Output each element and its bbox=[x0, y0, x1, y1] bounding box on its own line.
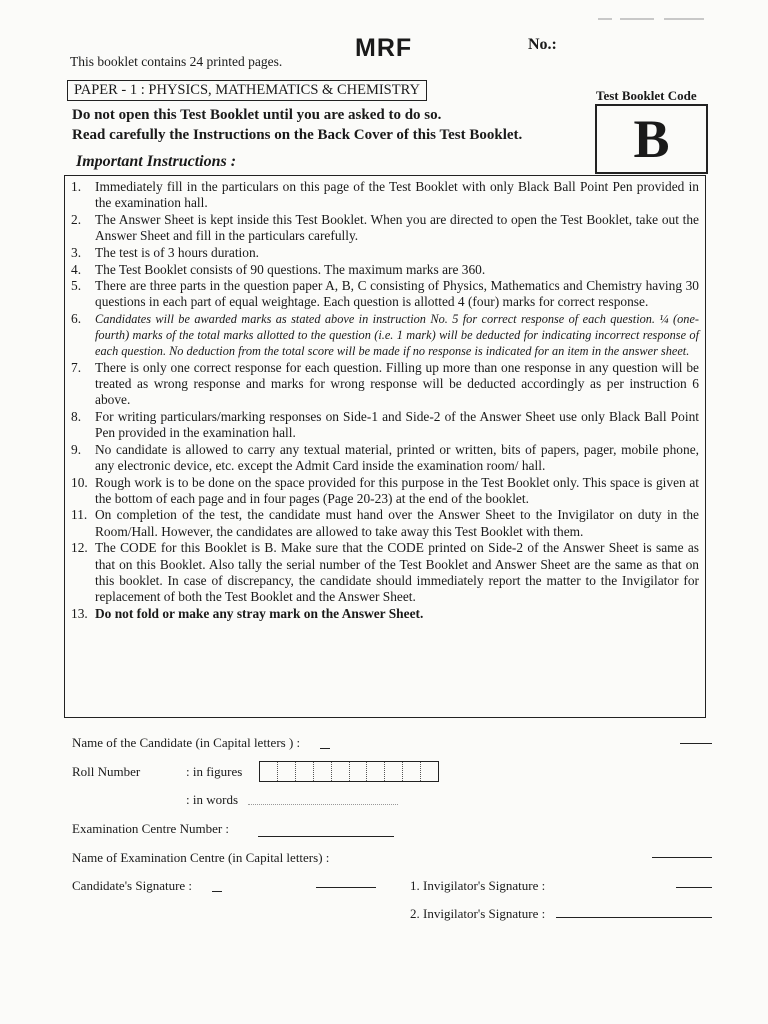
instruction-number: 12. bbox=[71, 540, 88, 556]
roll-digit-cell[interactable] bbox=[403, 762, 421, 781]
instruction-text: For writing particulars/marking responses on Side-1 and Side-2 of the Answer Sheet use only Black Ball Point Pen provided in the examination hall. bbox=[95, 408, 699, 440]
invigilator-1-signature-label: 1. Invigilator's Signature : bbox=[410, 878, 546, 893]
instruction-number: 8. bbox=[71, 408, 82, 424]
roll-number-label: Roll Number bbox=[72, 764, 141, 779]
instruction-text: The CODE for this Booklet is B. Make sure that the CODE printed on Side-2 of the Answer Sheet is same as that on this Booklet. Also tally the serial number of the Test Booklet and Answer Sheet are the same as that on this booklet. In case of discrepancy, the candidate should immediately report the matter to the Invigilator for replacement of both the Test Booklet and the Answer Sheet. bbox=[95, 540, 699, 604]
roll-digit-cell[interactable] bbox=[367, 762, 385, 781]
candidate-signature-label: Candidate's Signature : bbox=[72, 878, 193, 893]
candidate-signature-field[interactable] bbox=[212, 891, 222, 892]
roll-digit-cell[interactable] bbox=[314, 762, 332, 781]
roll-digit-cell[interactable] bbox=[296, 762, 314, 781]
booklet-number-label: No.: bbox=[528, 36, 557, 53]
instruction-number: 2. bbox=[71, 211, 82, 227]
instruction-item bbox=[71, 311, 699, 359]
scan-mark bbox=[598, 18, 612, 20]
invigilator-1-signature-field[interactable] bbox=[676, 887, 712, 888]
series-code: MRF bbox=[355, 34, 413, 62]
roll-digit-cell[interactable] bbox=[260, 762, 278, 781]
candidate-signature-field-end[interactable] bbox=[316, 887, 376, 888]
exam-centre-name-field[interactable] bbox=[652, 857, 712, 858]
notice-do-not-open: Do not open this Test Booklet until you are asked to do so. bbox=[72, 107, 442, 123]
instructions-list bbox=[64, 175, 706, 718]
instruction-item bbox=[71, 540, 699, 605]
roll-in-figures-label: : in figures bbox=[186, 764, 243, 779]
exam-centre-name-label: Name of Examination Centre (in Capital letters) : bbox=[72, 850, 330, 865]
instruction-number: 5. bbox=[71, 278, 82, 294]
exam-centre-number-field[interactable] bbox=[258, 836, 394, 837]
paper-title: PAPER - 1 : PHYSICS, MATHEMATICS & CHEMISTRY bbox=[67, 80, 427, 101]
candidate-name-label: Name of the Candidate (in Capital letters ) : bbox=[72, 735, 301, 750]
candidate-name-field[interactable] bbox=[320, 748, 330, 749]
instruction-text: Immediately fill in the particulars on this page of the Test Booklet with only Black Ball Point Pen provided in the examination hall. bbox=[95, 179, 699, 211]
instruction-text: Candidates will be awarded marks as stated above in instruction No. 5 for correct response of each question. ¼ (one-fourth) marks of the total marks allotted to the question (i.e. 1 mark) will be deducted for indicating incorrect response of each question. No deduction from the total score will be made if no response is indicated for an item in the answer sheet. bbox=[95, 312, 699, 359]
instruction-item bbox=[71, 262, 699, 278]
roll-number-figures-input[interactable] bbox=[259, 761, 439, 782]
instruction-text: There are three parts in the question paper A, B, C consisting of Physics, Mathematics and Chemistry having 30 questions in each part of equal weightage. Each question is allotted 4 (four) marks for correct response. bbox=[95, 278, 699, 310]
instruction-text: On completion of the test, the candidate must hand over the Answer Sheet to the Invigilator on duty in the Room/Hall. However, the candidates are allowed to take away this Test Booklet with them. bbox=[95, 507, 699, 539]
instructions-heading: Important Instructions : bbox=[76, 153, 237, 170]
instruction-item bbox=[71, 409, 699, 441]
instruction-item bbox=[71, 245, 699, 261]
booklet-pages-note: This booklet contains 24 printed pages. bbox=[70, 54, 283, 69]
instruction-number: 6. bbox=[71, 311, 82, 327]
invigilator-2-signature-label: 2. Invigilator's Signature : bbox=[410, 906, 546, 921]
instruction-number: 3. bbox=[71, 244, 82, 260]
test-booklet-code: B bbox=[595, 104, 708, 174]
instruction-item bbox=[71, 442, 699, 474]
instruction-text: No candidate is allowed to carry any textual material, printed or written, bits of papers, pager, mobile phone, any electronic device, etc. except the Admit Card inside the examination room/ hall. bbox=[95, 441, 699, 473]
instruction-item bbox=[71, 179, 699, 211]
roll-digit-cell[interactable] bbox=[278, 762, 296, 781]
instruction-item bbox=[71, 507, 699, 539]
instruction-text: The Test Booklet consists of 90 questions. The maximum marks are 360. bbox=[95, 261, 486, 277]
instruction-item bbox=[71, 360, 699, 409]
roll-digit-cell[interactable] bbox=[385, 762, 403, 781]
invigilator-2-signature-field[interactable] bbox=[556, 917, 712, 918]
candidate-name-field-end[interactable] bbox=[680, 743, 712, 744]
instruction-number: 7. bbox=[71, 359, 82, 375]
instruction-number: 10. bbox=[71, 474, 88, 490]
instruction-text: There is only one correct response for each question. Filling up more than one response in any question will be treated as wrong response and marks for wrong response will be deducted accordingly as per instruction 6 above. bbox=[95, 359, 699, 408]
roll-number-words-field[interactable] bbox=[248, 804, 398, 805]
instruction-item bbox=[71, 278, 699, 310]
roll-digit-cell[interactable] bbox=[332, 762, 350, 781]
instruction-text: Do not fold or make any stray mark on the Answer Sheet. bbox=[95, 605, 424, 621]
instruction-item bbox=[71, 212, 699, 244]
instruction-number: 11. bbox=[71, 507, 88, 523]
scan-mark bbox=[664, 18, 704, 20]
roll-digit-cell[interactable] bbox=[421, 762, 438, 781]
notice-read-instructions: Read carefully the Instructions on the Back Cover of this Test Booklet. bbox=[72, 127, 523, 143]
exam-centre-number-label: Examination Centre Number : bbox=[72, 821, 230, 836]
instruction-number: 4. bbox=[71, 261, 82, 277]
instruction-number: 1. bbox=[71, 179, 82, 194]
instruction-text: The test is of 3 hours duration. bbox=[95, 244, 260, 260]
instruction-item bbox=[71, 475, 699, 507]
instruction-item bbox=[71, 606, 699, 622]
test-booklet-code-label: Test Booklet Code bbox=[596, 88, 697, 103]
roll-in-words-label: : in words bbox=[186, 792, 238, 807]
instruction-number: 9. bbox=[71, 441, 82, 457]
instruction-text: The Answer Sheet is kept inside this Test Booklet. When you are directed to open the Test Booklet, take out the Answer Sheet and fill in the particulars carefully. bbox=[95, 211, 699, 244]
instruction-number: 13. bbox=[71, 605, 88, 621]
instruction-text: Rough work is to be done on the space provided for this purpose in the Test Booklet only. This space is given at the bottom of each page and in four pages (Page 20-23) at the end of the booklet. bbox=[95, 474, 699, 506]
scan-mark bbox=[620, 18, 654, 20]
roll-digit-cell[interactable] bbox=[350, 762, 368, 781]
